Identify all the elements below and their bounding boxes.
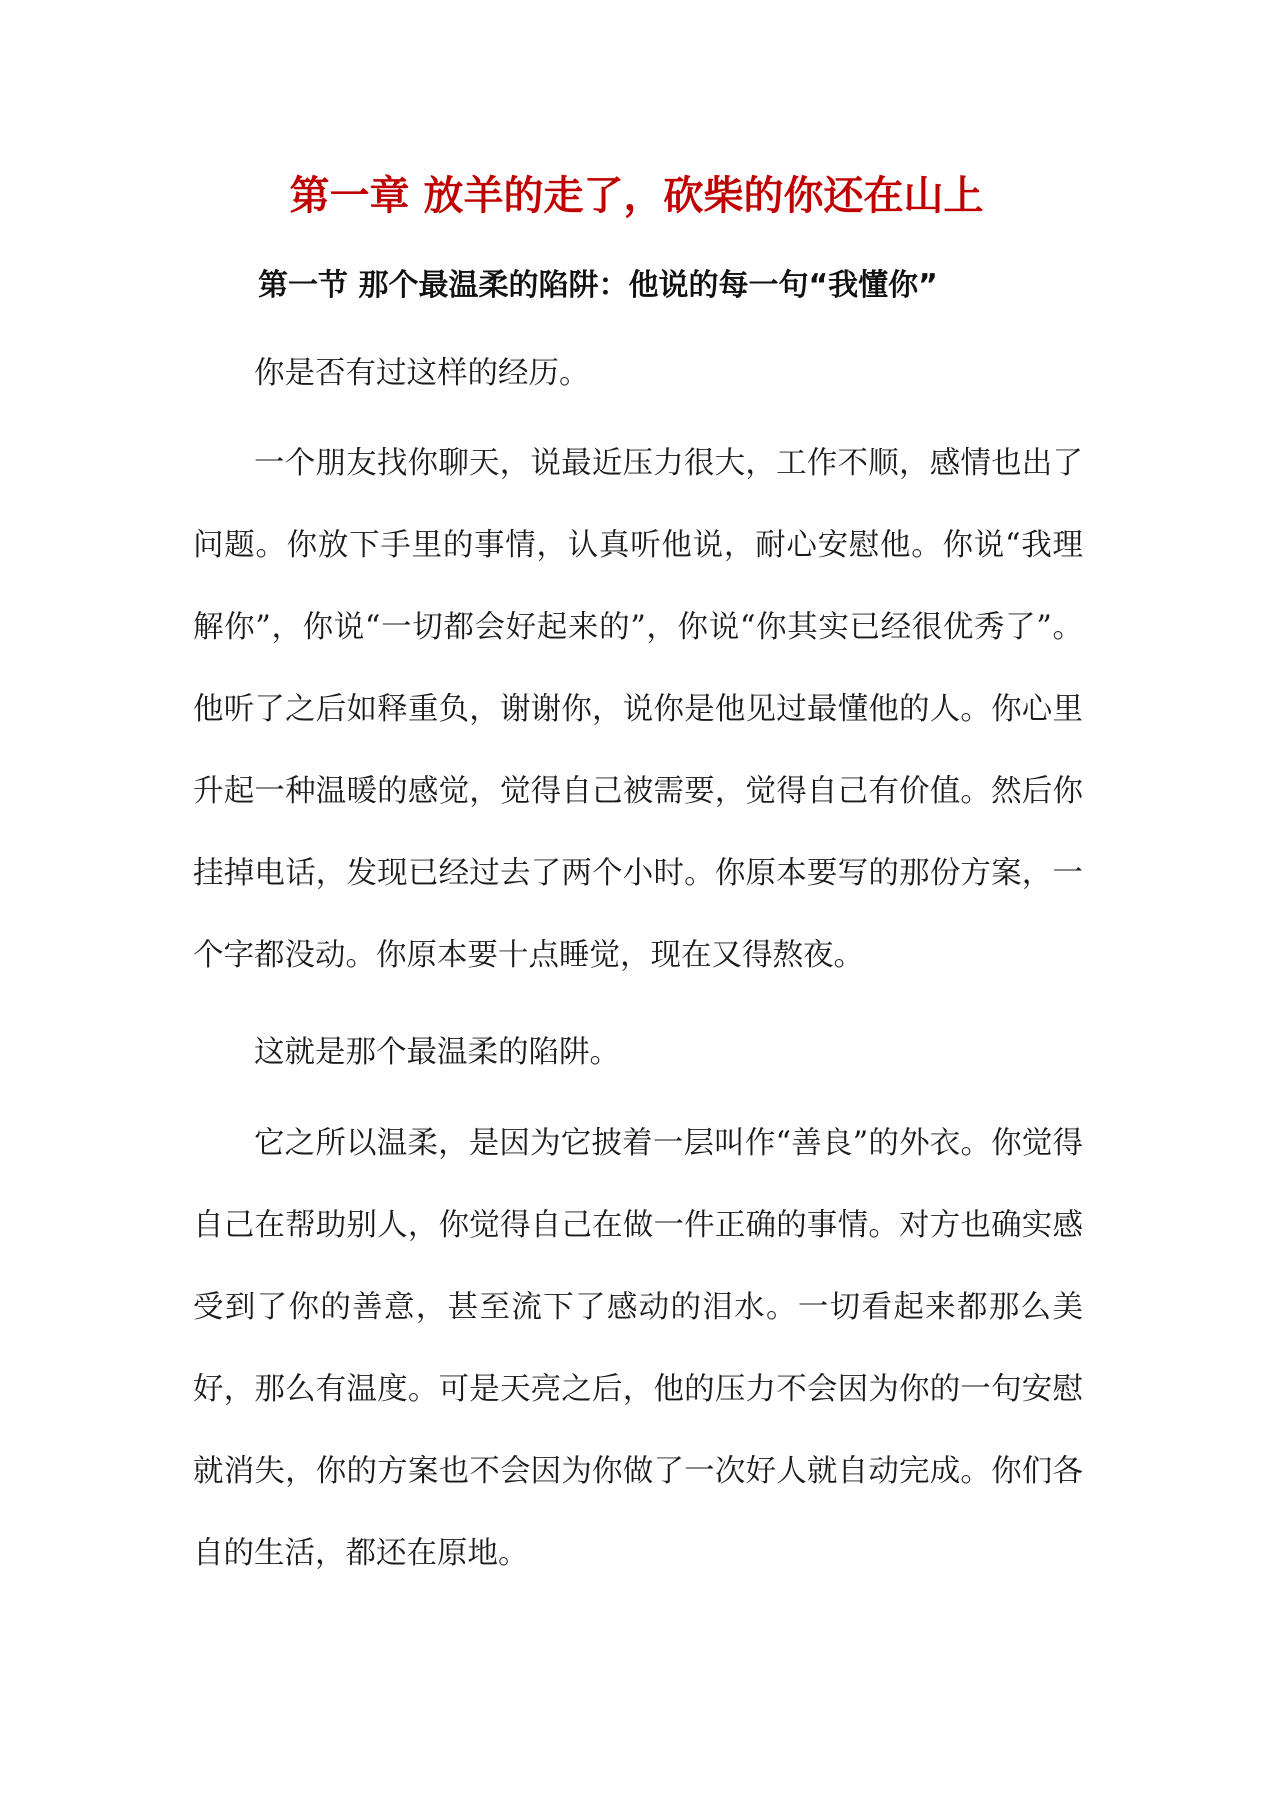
body-paragraph-2: 一个朋友找你聊天，说最近压力很大，工作不顺，感情也出了问题。你放下手里的事情，认真听他说，耐心安慰他。你说“我理解你”，你说“一切都会好起来的”，你说“你其实已经很优秀了”。他听了之后如释重负，谢谢你，说你是他见过最懂他的人。你心里升起一种温暖的感觉，觉得自己被需要，觉得自己有价值。然后你挂掉电话，发现已经过去了两个小时。你原本要写的那份方案，一个字都没动。你原本要十点睡觉，现在又得熬夜。 <box>193 446 1083 973</box>
chapter-title: 第一章 放羊的走了，砍柴的你还在山上 <box>289 173 984 219</box>
body-paragraph-1: 你是否有过这样的经历。 <box>254 356 590 391</box>
section-title: 第一节 那个最温柔的陷阱：他说的每一句“我懂你” <box>258 268 938 303</box>
body-paragraph-4: 它之所以温柔，是因为它披着一层叫作“善良”的外衣。你觉得自己在帮助别人，你觉得自己在做一件正确的事情。对方也确实感受到了你的善意，甚至流下了感动的泪水。一切看起来都那么美好，那么有温度。可是天亮之后，他的压力不会因为你的一句安慰就消失，你的方案也不会因为你做了一次好人就自动完成。你们各自的生活，都还在原地。 <box>193 1126 1083 1571</box>
body-paragraph-3: 这就是那个最温柔的陷阱。 <box>254 1035 620 1070</box>
